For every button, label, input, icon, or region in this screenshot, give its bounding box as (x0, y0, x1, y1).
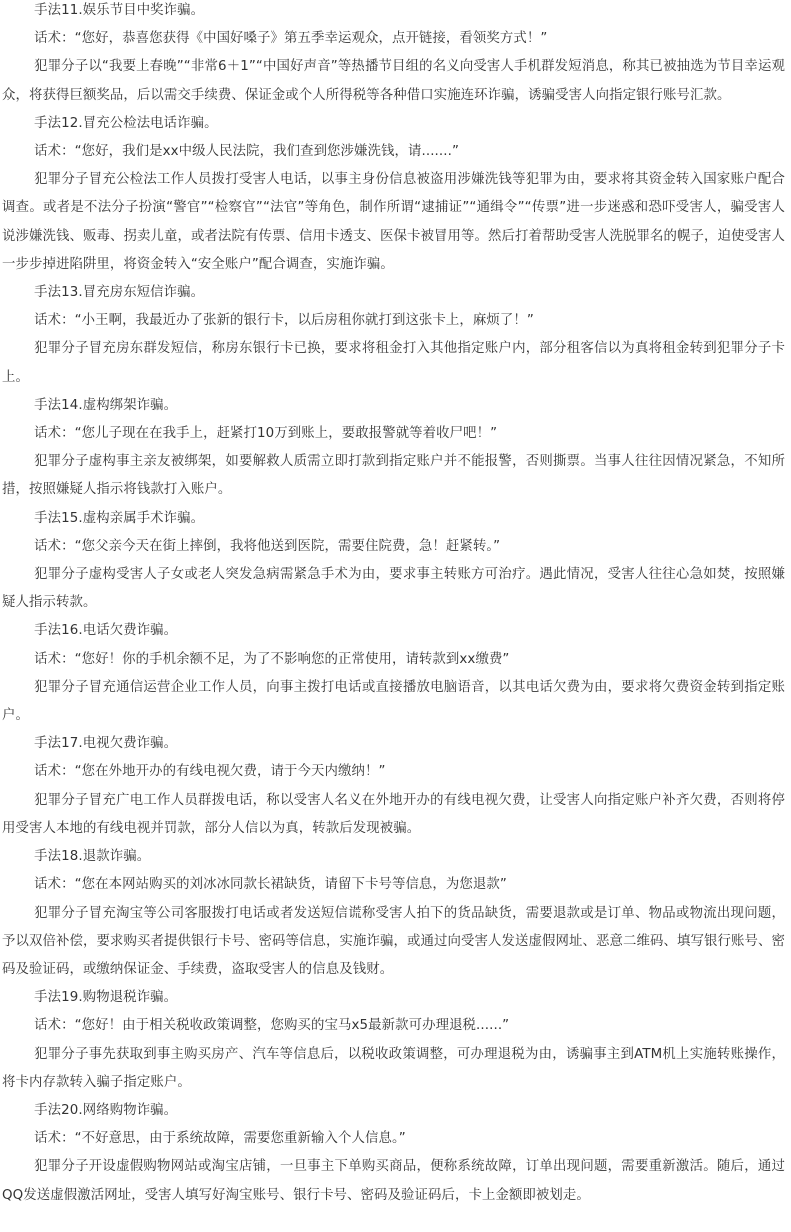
method-heading: 手法15.虚构亲属手术诈骗。 (34, 510, 205, 526)
method-description: 犯罪分子冒充广电工作人员群拨电话，称以受害人名义在外地开办的有线电视欠费，让受害人向指定账户补齐欠费，否则将停用受害人本地的有线电视并罚款，部分人信以为真，转款后发现被骗。 (2, 792, 785, 836)
fraud-method-section (2, 617, 785, 730)
method-heading: 手法13.冒充房东短信诈骗。 (34, 285, 205, 301)
method-heading: 手法17.电视欠费诈骗。 (34, 736, 178, 752)
fraud-method-section (2, 730, 785, 843)
method-quote: 话术：“您好，我们是xx中级人民法院，我们查到您涉嫌洗钱，请.......” (34, 144, 460, 160)
method-heading: 手法12.冒充公检法电话诈骗。 (34, 115, 218, 131)
method-description: 犯罪分子冒充房东群发短信，称房东银行卡已换，要求将租金打入其他指定账户内，部分租客信以为真将租金转到犯罪分子卡上。 (2, 341, 785, 385)
method-description: 犯罪分子以“我要上春晚”“非常6＋1”“中国好声音”等热播节目组的名义向受害人手机群发短消息，称其已被抽选为节目幸运观众，将获得巨额奖品，后以需交手续费、保证金或个人所得税等各种借口实施连环诈骗，诱骗受害人向指定银行账号汇款。 (2, 59, 785, 103)
method-quote: 话术：“您好，恭喜您获得《中国好嗓子》第五季幸运观众，点开链接，看领奖方式！” (34, 31, 548, 47)
method-description: 犯罪分子冒充公检法工作人员拨打受害人电话，以事主身份信息被盗用涉嫌洗钱等犯罪为由，要求将其资金转入国家账户配合调查。或者是不法分子扮演“警官”“检察官”“法官”等角色，制作所谓“逮捕证”“通缉令”“传票”进一步迷惑和恐吓受害人，骗受害人说涉嫌洗钱、贩毒、拐卖儿童，或者法院有传票、信用卡透支、医保卡被冒用等。然后打着帮助受害人洗脱罪名的幌子，迫使受害人一步步掉进陷阱里，将资金转入“安全账户”配合调查，实施诈骗。 (2, 172, 785, 272)
method-heading: 手法11.娱乐节目中奖诈骗。 (34, 3, 205, 18)
fraud-method-section (2, 505, 785, 618)
fraud-method-section (2, 843, 785, 984)
method-heading: 手法18.退款诈骗。 (34, 849, 151, 865)
method-quote: 话术：“您好！你的手机余额不足，为了不影响您的正常使用，请转款到xx缴费” (34, 651, 510, 667)
method-description: 犯罪分子冒充通信运营企业工作人员，向事主拨打电话或直接播放电脑语音，以其电话欠费为由，要求将欠费资金转到指定账户。 (2, 679, 785, 724)
method-description: 犯罪分子开设虚假购物网站或淘宝店铺，一旦事主下单购买商品，便称系统故障，订单出现问题，需要重新激活。随后，通过QQ发送虚假激活网址，受害人填写好淘宝账号、银行卡号、密码及验证码后，卡上金额即被划走。 (2, 1159, 785, 1203)
method-heading: 手法20.网络购物诈骗。 (34, 1102, 178, 1118)
method-description: 犯罪分子虚构事主亲友被绑架，如要解救人质需立即打款到指定账户并不能报警，否则撕票。当事人往往因情况紧急，不知所措，按照嫌疑人指示将钱款打入账户。 (2, 454, 785, 498)
fraud-method-section (2, 0, 785, 110)
method-quote: 话术：“您父亲今天在街上摔倒，我将他送到医院，需要住院费，急！赶紧转。” (34, 538, 501, 554)
fraud-method-section (2, 392, 785, 505)
fraud-method-section (2, 279, 785, 392)
method-quote: 话术：“小王啊，我最近办了张新的银行卡，以后房租你就打到这张卡上，麻烦了！” (34, 313, 534, 329)
method-quote: 话术：“您儿子现在在我手上，赶紧打10万到账上，要敢报警就等着收尸吧！” (34, 426, 498, 442)
fraud-method-section (2, 110, 785, 279)
method-quote: 话术：“不好意思，由于系统故障，需要您重新输入个人信息。” (34, 1131, 406, 1147)
method-quote: 话术：“您好！由于相关税收政策调整，您购买的宝马x5最新款可办理退税......” (34, 1018, 510, 1034)
fraud-method-section (2, 1097, 785, 1210)
method-heading: 手法19.购物退税诈骗。 (34, 990, 178, 1006)
method-description: 犯罪分子虚构受害人子女或老人突发急病需紧急手术为由，要求事主转账方可治疗。遇此情况，受害人往往心急如焚，按照嫌疑人指示转款。 (2, 567, 785, 611)
method-description: 犯罪分子冒充淘宝等公司客服拨打电话或者发送短信谎称受害人拍下的货品缺货，需要退款或是订单、物品或物流出现问题，予以双倍补偿，要求购买者提供银行卡号、密码等信息，实施诈骗，或通过向受害人发送虚假网址、恶意二维码、填写银行账号、密码及验证码，或缴纳保证金、手续费，盗取受害人的信息及钱财。 (2, 905, 785, 977)
method-quote: 话术：“您在外地开办的有线电视欠费，请于今天内缴纳！” (34, 764, 386, 780)
method-description: 犯罪分子事先获取到事主购买房产、汽车等信息后，以税收政策调整，可办理退税为由，诱骗事主到ATM机上实施转账操作，将卡内存款转入骗子指定账户。 (2, 1046, 785, 1090)
fraud-method-section (2, 984, 785, 1097)
method-quote: 话术：“您在本网站购买的刘冰冰同款长裙缺货，请留下卡号等信息，为您退款” (34, 877, 507, 893)
method-heading: 手法14.虚构绑架诈骗。 (34, 397, 178, 413)
method-heading: 手法16.电话欠费诈骗。 (34, 623, 178, 639)
